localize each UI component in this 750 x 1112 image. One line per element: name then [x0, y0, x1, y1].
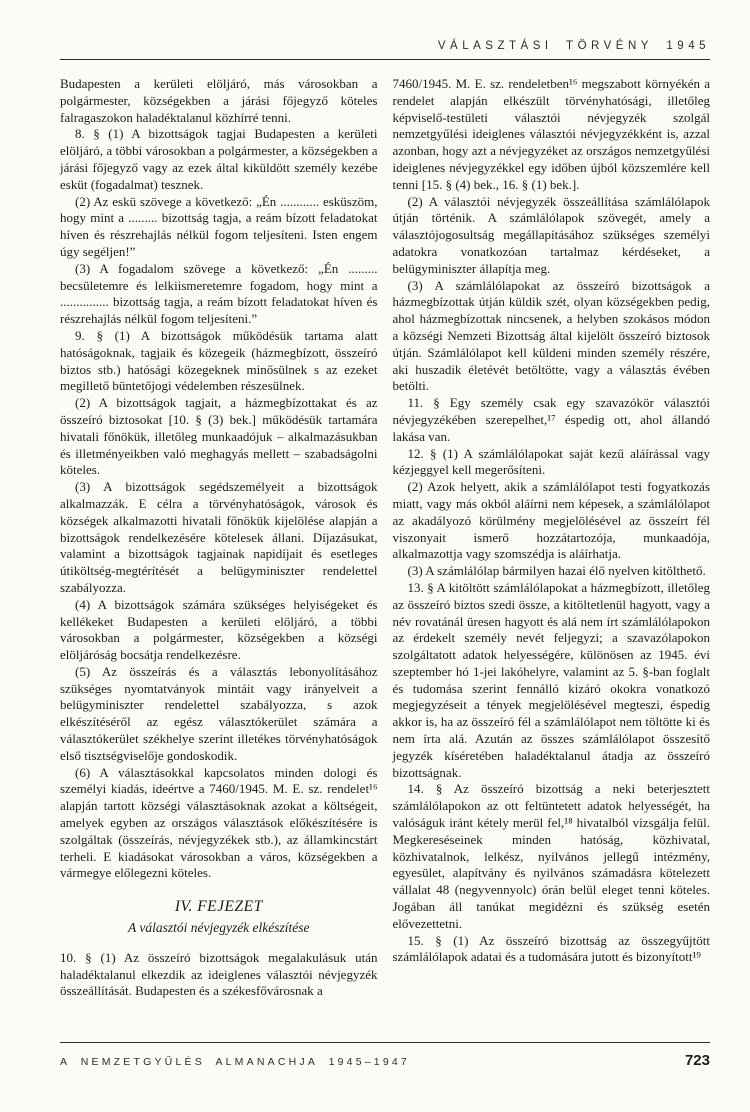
text-columns [60, 76, 710, 1000]
law-paragraph: (3) A fogadalom szövege a következő: „Én ......... becsületemre és lelkiismeretemre fogadom, hogy mint a ............... bizottság tagja, a reám bízott feladatokat híven és részrehajlás nélkül fogom teljesíteni.” [60, 260, 378, 327]
law-paragraph: 10. § (1) Az összeíró bizottságok megalakulásuk után haladéktalanul elkezdik az ideiglenes választói névjegyzék összeállítását. Budapesten és a székesfővárosnak a [60, 949, 378, 999]
footer-rule [60, 1042, 710, 1043]
right-column [393, 76, 711, 1000]
law-paragraph: 11. § Egy személy csak egy szavazókör választói névjegyzékében szerepelhet,¹⁷ éspedig ott, ahol állandó lakása van. [392, 395, 710, 444]
law-paragraph: (2) Azok helyett, akik a számlálólapot testi fogyatkozás miatt, vagy más okból aláírni nem képesek, a számlálólapot az akadályozó körülmény megjelölésével az összeírt fél viszonyait ismerő hozzátartozója, munkaadója, alkalmazottja vagy szomszédja is aláírhatja. [392, 479, 710, 562]
law-paragraph: 13. § A kitöltött számlálólapokat a házmegbízott, illetőleg az összeíró biztos szedi össze, a kitöltetlenül hagyott, vagy a név rovatánál üresen hagyott és alá nem írt számlálólapokon az érdekelt személy nevét feljegyzi; a szavazólapokon szolgáltatott adatok helyességére, különösen az 1945. évi szeptember hó 1-jei lakóhelyre, valamint az 5. §-ban foglalt és tudomása szerint fennálló kizáró okokra vonatkozó megjegyzéseit a tények megjelölésével megteszi, éspedig akkor is, ha az összeíró fél a számlálólapot nem töltötte ki és nem írta alá. Azután az összes számlálólapot összesítő jegyzék kíséretében haladéktalanul átadja az összeíró bizottságnak. [392, 579, 710, 780]
law-paragraph: (4) A bizottságok számára szükséges helyiségeket és kellékeket Budapesten a kerületi elöljáró, a többi városokban a polgármester, községekben a községi elöljáróság bocsátja rendelkezésre. [60, 596, 378, 663]
law-paragraph: (3) A bizottságok segédszemélyeit a bizottságok alkalmazzák. E célra a törvényhatóságok, városok és községek alkalmazotti hivatali főnökük kijelölése alapján a bizottságok rendelkezésére kötelesek állani. Díjazásukat, valamint a bizottságok tagjainak napidíjait és esetleges útiköltség-megtérítését a belügyminiszter rendelettel szabályozza. [60, 479, 378, 595]
law-paragraph: (2) Az eskü szövege a következő: „Én ............ esküszöm, hogy mint a ......... bizottság tagja, a reám bízott feladatokat híven és részrehajlás nélkül fogom teljesíteni. Isten engem úgy segéljen!” [60, 193, 378, 259]
law-paragraph: (3) A számlálólapokat az összeíró bizottságok a házmegbízottak útján küldik szét, olyan községekben pedig, ahol házmegbízottak nincsenek, a helyben szokásos módon a községi Nemzeti Bizottság által kijelölt összeíró biztosok útján. Számlálólapot kell küldeni minden személy részére, aki huszadik életévét betöltötte, vagy a választás évében betölti. [392, 277, 710, 394]
footer-imprint: A NEMZETGYŰLÉS ALMANACHJA 1945–1947 [60, 1056, 410, 1068]
law-paragraph: 12. § (1) A számlálólapokat saját kezű aláírással vagy kézjeggyel kell megerősíteni. [392, 445, 710, 478]
law-paragraph: 8. § (1) A bizottságok tagjai Budapesten a kerületi elöljáró, a többi városokban a polgármester, a községekben a járási főjegyző vagy az ezek által kiküldött személy kezébe esküt (fogadalmat) tesznek. [60, 126, 378, 192]
chapter-number: IV. FEJEZET [174, 898, 263, 916]
left-column [60, 76, 378, 1000]
law-paragraph: 7460/1945. M. E. sz. rendeletben¹⁶ megszabott környékén a rendelet alapján elkészült törvényhatósági, illetőleg képviselő-testületi választói névjegyzék szolgál nemzetgyűlési ideiglenes választói névjegyzékként is, azzal azonban, hogy azt a névjegyzéket az országos nemzetgyűlési ideiglenes névjegyzékkel egy időben újból közszemlére kell tenni [15. § (4) bek., 16. § (1) bek.]. [392, 76, 710, 192]
law-paragraph: (3) A számlálólap bármilyen hazai élő nyelven kitölthető. [407, 563, 706, 579]
law-paragraph: (2) A választói névjegyzék összeállítása számlálólapok útján történik. A számlálólapok szövegét, amely a választójogosultság megállapításához szükséges személyi adatokra vonatkozóan tartalmaz kérdéseket, a belügyminiszter állapítja meg. [392, 193, 710, 276]
law-paragraph: 9. § (1) A bizottságok működésük tartama alatt hatóságoknak, tagjaik és közegeik (házmegbízott, összeíró biztos stb.) hatósági közegeknek minősülnek s az ezeket megillető büntetőjogi védelemben részesülnek. [60, 327, 378, 394]
book-page [60, 40, 710, 1000]
page-number: 723 [684, 1052, 710, 1069]
running-head-title: VÁLASZTÁSI TÖRVÉNY 1945 [437, 40, 710, 52]
chapter-title: A választói névjegyzék elkészítése [127, 920, 310, 936]
law-paragraph: (2) A bizottságok tagjait, a házmegbízottakat és az összeíró biztosokat [10. § (3) bek.] működésük tartamára hivatali főnökük, illetőleg munkaadójuk – alkalmazásukban és illetményeikben való meghagyás mellett – szabadságolni köteles. [60, 395, 378, 478]
law-paragraph: 15. § (1) Az összeíró bizottság az összegyűjtött számlálólapok adatai és a tudomására jutott és bizonyított¹⁹ [392, 932, 710, 965]
law-paragraph: 14. § Az összeíró bizottság a neki beterjesztett számlálólapokon az ott feltüntetett adatok helyességét, ha valóságuk iránt kétely merül fel,¹⁸ hivatalból vizsgálja felül. Megkereséseinek minden hatóság, közhivatal, közhivatalnok, lelkész, nyilvános jellegű intézmény, egyesület, alapítvány és nyilvános számadásra kötelezett vállalat 48 (negyvennyolc) órán belül eleget tenni köteles. Jogában áll tanúkat megidézni és szükség esetén elővezettetni. [392, 781, 710, 931]
page-footer [60, 1042, 710, 1069]
law-paragraph: (5) Az összeírás és a választás lebonyolításához szükséges nyomtatványok mintáit vagy irányelveit a belügyminiszter rendelettel szabályozza, s azok elkészítéséről az egész választókerület számára a választókerület székhelye szerint illetékes törvényhatóságok első tisztségviselője gondoskodik. [60, 663, 378, 763]
chapter-heading [60, 899, 378, 937]
law-paragraph: Budapesten a kerületi elöljáró, más városokban a polgármester, községekben a járási főjegyző köteles falragaszokon haladéktalanul közhírré tenni. [60, 76, 378, 125]
header-rule [60, 59, 710, 60]
law-paragraph: (6) A választásokkal kapcsolatos minden dologi és személyi kiadás, ideértve a 7460/1945. M. E. sz. rendelet¹⁶ alapján tartott községi választásoknak azokat a költségeit, amelyek egyben az országos választások előkészítésére is szolgáltak (összeírás, névjegyzékek stb.), az államkincstárt terheli. E kiadásokat városokban a város, községekben a vármegye előlegezni köteles. [60, 764, 378, 881]
